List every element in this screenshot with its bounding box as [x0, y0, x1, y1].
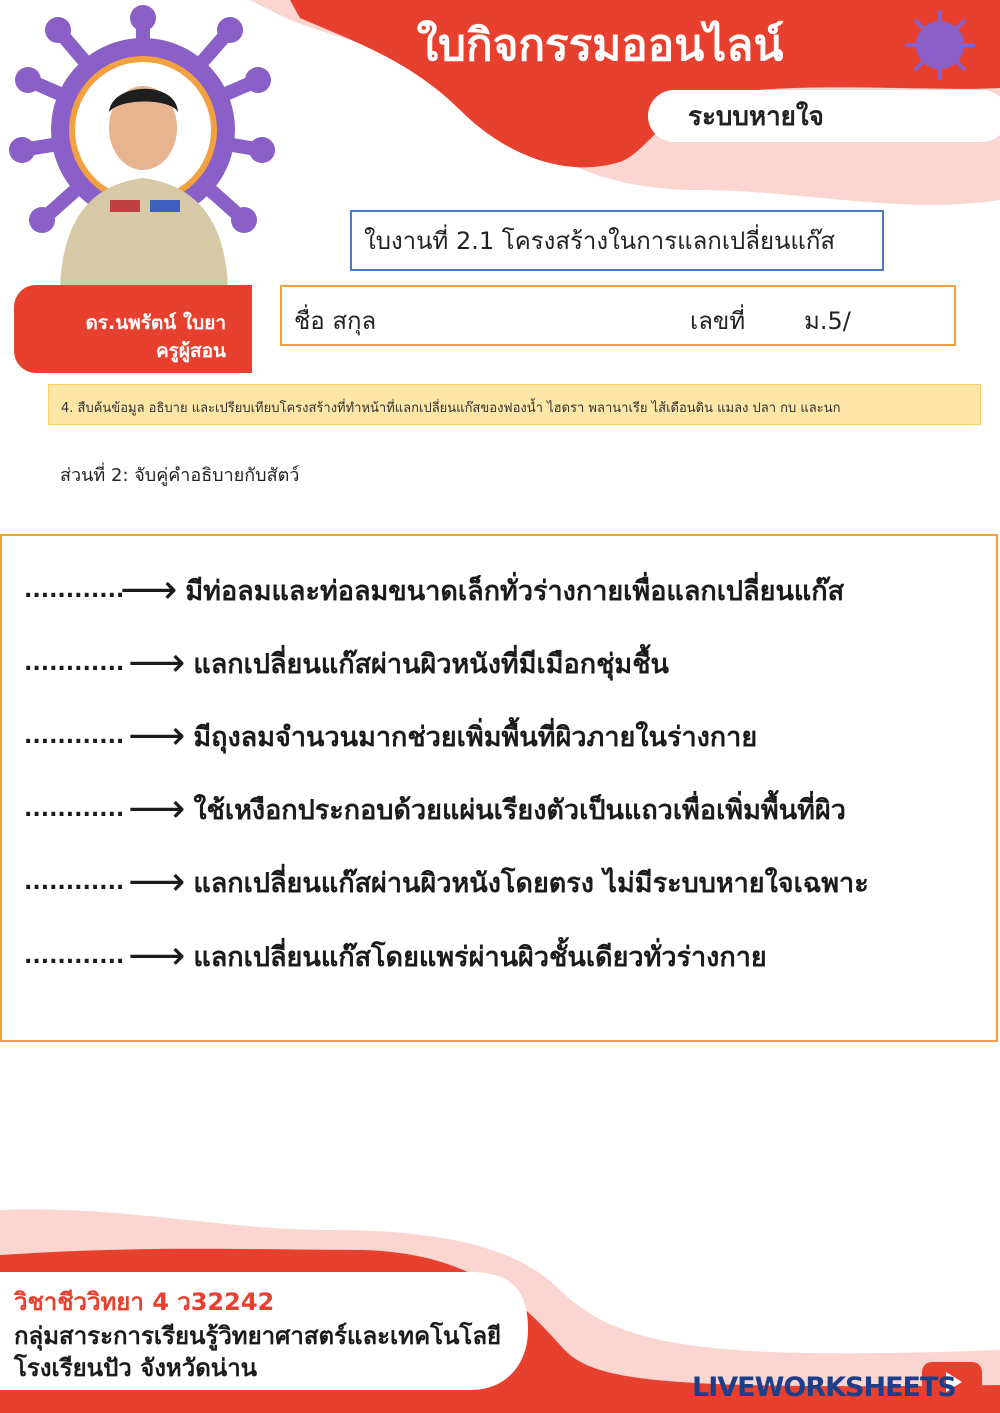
answer-blank[interactable]: ............ — [24, 869, 125, 895]
match-description: มีท่อลมและท่อลมขนาดเล็กทั่วร่างกายเพื่อแลกเปลี่ยนแก๊ส — [185, 575, 845, 607]
match-row — [24, 639, 669, 687]
teacher-role: ครูผู้สอน — [155, 340, 226, 362]
instruction-note: 4. สืบค้นข้อมูล อธิบาย และเปรียบเทียบโครงสร้างที่ทำหน้าที่แลกเปลี่ยนแก๊สของฟองน้ำ ไฮดรา พลานาเรีย ไส้เดือนดิน แมลง ปลา กบ และนก — [48, 384, 981, 425]
arrow-icon: ⟶ — [128, 640, 186, 686]
class-label: ม.5/ — [804, 307, 851, 335]
answer-blank[interactable]: ............ — [24, 577, 125, 603]
number-label: เลขที่ — [690, 307, 746, 335]
match-row — [24, 932, 767, 980]
virus-icon-small — [905, 10, 975, 80]
school-name: โรงเรียนปัว จังหวัดน่าน — [14, 1354, 258, 1382]
topic-label: ระบบหายใจ — [648, 90, 1000, 142]
subject-code: วิชาชีววิทยา 4 ว32242 — [14, 1288, 275, 1316]
match-row — [24, 566, 844, 614]
match-description: แลกเปลี่ยนแก๊สโดยแพร่ผ่านผิวชั้นเดียวทั่วร่างกาย — [193, 941, 767, 973]
worksheet-title: ใบงานที่ 2.1 โครงสร้างในการแลกเปลี่ยนแก๊ส — [350, 210, 884, 271]
matching-box — [0, 534, 998, 1042]
arrow-icon: ⟶ — [128, 786, 186, 832]
page-title: ใบกิจกรรมออนไลน์ — [416, 20, 784, 71]
arrow-icon: ⟶ — [128, 859, 186, 905]
liveworksheets-logo[interactable]: LIVEWORKSHEETS — [692, 1372, 956, 1403]
arrow-icon: ⟶ — [128, 713, 186, 759]
match-row — [24, 858, 869, 906]
match-row — [24, 785, 846, 833]
match-row — [24, 712, 757, 760]
name-label: ชื่อ สกุล — [294, 307, 377, 335]
answer-blank[interactable]: ............ — [24, 723, 125, 749]
arrow-icon: ⟶ — [128, 933, 186, 979]
teacher-name: ดร.นพรัตน์ ใบยา — [85, 312, 226, 334]
match-description: แลกเปลี่ยนแก๊สผ่านผิวหนังที่มีเมือกชุ่มชื้น — [193, 648, 670, 680]
student-info-box[interactable] — [280, 285, 956, 346]
answer-blank[interactable]: ............ — [24, 943, 125, 969]
match-description: มีถุงลมจำนวนมากช่วยเพิ่มพื้นที่ผิวภายในร่างกาย — [193, 721, 758, 753]
arrow-icon: ⟶ — [120, 567, 178, 613]
match-description: แลกเปลี่ยนแก๊สผ่านผิวหนังโดยตรง ไม่มีระบบหายใจเฉพาะ — [193, 867, 869, 899]
answer-blank[interactable]: ............ — [24, 650, 125, 676]
department-name: กลุ่มสาระการเรียนรู้วิทยาศาสตร์และเทคโนโลยี — [14, 1322, 502, 1350]
match-description: ใช้เหงือกประกอบด้วยแผ่นเรียงตัวเป็นแถวเพื่อเพิ่มพื้นที่ผิว — [193, 794, 846, 826]
answer-blank[interactable]: ............ — [24, 796, 125, 822]
part2-heading: ส่วนที่ 2: จับคู่คำอธิบายกับสัตว์ — [60, 465, 300, 486]
teacher-caption — [14, 285, 252, 373]
